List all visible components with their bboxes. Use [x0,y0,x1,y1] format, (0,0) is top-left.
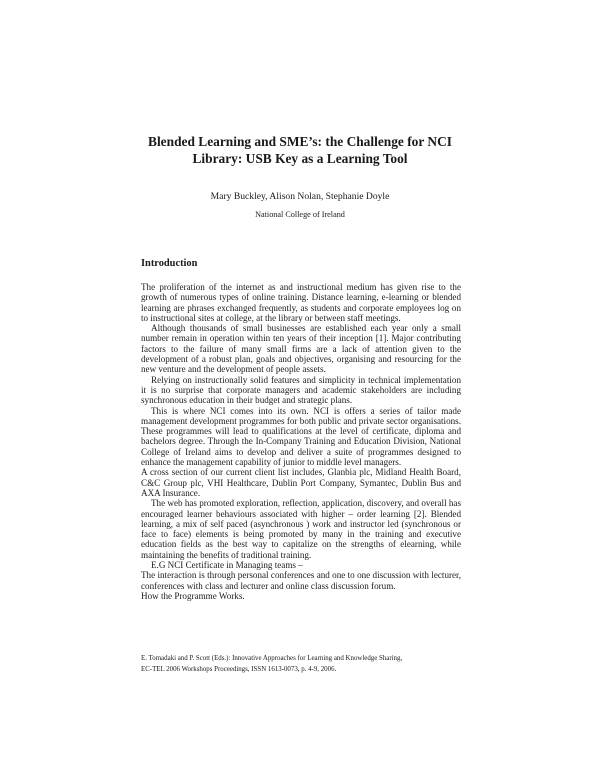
authors: Mary Buckley, Alison Nolan, Stephanie Doyle [210,191,390,202]
paragraph: E.G NCI Certificate in Managing teams – [151,560,303,571]
footnote-citation [141,654,461,676]
paragraph: Although thousands of small businesses are established each year only a small number remain in operation within ten years of their inception [1]. Major contributing factors to the failure of many small firms are a lack of attention given to the development of a robust plan, goals and objectives, organising and resourcing for the new venture and the development of people assets. [141,323,461,375]
section-heading-introduction: Introduction [141,258,198,269]
footer-line-1: E. Tomadaki and P. Scott (Eds.): Innovative Approaches for Learning and Knowledge Sharing, [141,655,403,662]
paragraph: The web has promoted exploration, reflection, application, discovery, and overall has encouraged learner behaviours associated with higher – order learning [2]. Blended learning, a mix of self paced (asynchronous ) work and instructor led (synchronous or face to face) elements is being promoted by many in the training and executive education fields as the best way to capitalize on the strengths of elearning, while maintaining the benefits of traditional training. [141,498,462,560]
paragraph: This is where NCI comes into its own. NCI is offers a series of tailor made management development programmes for both public and private sector organisations. These programmes will lead to qualifications at the level of certificate, diploma and bachelors degree. Through the In-Company Training and Education Division, National College of Ireland aims to develop and deliver a suite of programmes designed to enhance the management capability of junior to middle level managers. [141,405,461,468]
paper-title [120,133,480,167]
paragraph: A cross section of our current client list includes, Glanbia plc, Midland Health Board, C&C Group plc, VHI Healthcare, Dublin Port Company, Symantec, Dublin Bus and AXA Insurance. [141,467,461,498]
body-text [141,282,461,601]
paragraph: The interaction is through personal conferences and one to one discussion with lecturer, conferences with class and lecturer and online class discussion forum. [141,570,461,591]
paragraph: The proliferation of the internet as and instructional medium has given rise to the growth of numerous types of online training. Distance learning, e-learning or blended learning are phrases exchanged frequently, as students and corporate employees log on to instructional sites at college, at the library or between staff meetings. [141,282,461,323]
paragraph: How the Programme Works. [141,590,245,601]
paragraph: Relying on instructionally solid features and simplicity in technical implementation it is no surprise that corporate managers and academic stakeholders are including synchronous education in their budget and strategic plans. [141,374,461,406]
title-line-2: Library: USB Key as a Learning Tool [192,151,408,166]
footer-line-2: EC-TEL 2006 Workshops Proceedings, ISSN 1613-0073, p. 4-9, 2006. [141,665,337,673]
title-line-1: Blended Learning and SME’s: the Challenge for NCI [148,134,452,149]
affiliation: National College of Ireland [255,210,345,219]
